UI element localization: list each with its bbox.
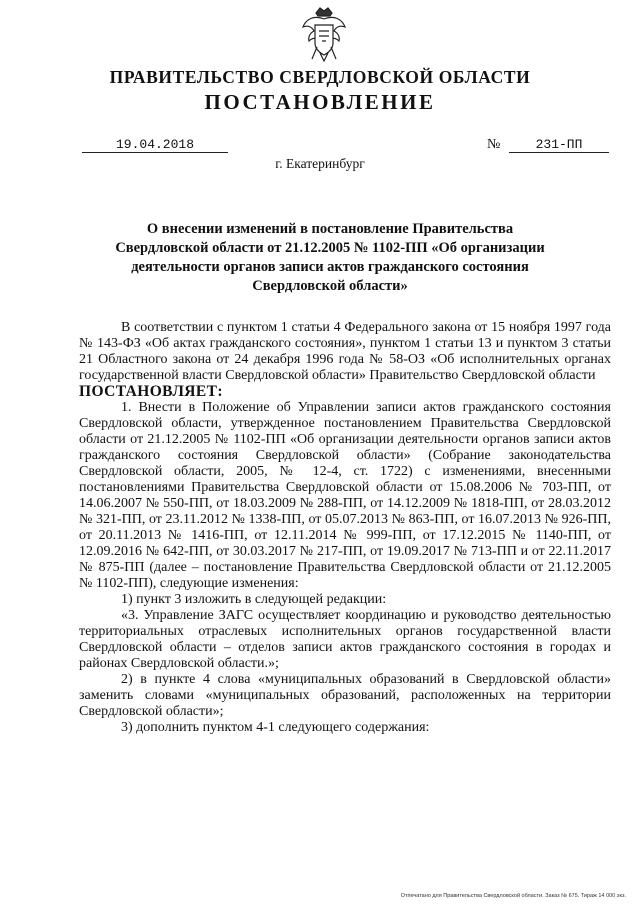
subitem-3-paragraph: 3) дополнить пунктом 4-1 следующего содержания: xyxy=(121,720,430,735)
print-note: Отпечатано для Правительства Свердловской области. Заказ № 675. Тираж 14 000 экз. xyxy=(400,893,626,899)
document-number: 231-ПП xyxy=(509,137,609,153)
subitem-1-paragraph: 1) пункт 3 изложить в следующей редакции: xyxy=(121,592,387,607)
decree-word: ПОСТАНОВЛЯЕТ: xyxy=(79,383,223,400)
document-title: О внесении изменений в постановление Правительства Свердловской области от 21.12.2005 № 1102-ПП «Об организации деятельности органов записи актов гражданского состояния Свердловской области» xyxy=(115,221,545,294)
preamble-paragraph: В соответствии с пунктом 1 статьи 4 Федерального закона от 15 ноября 1997 года № 143-ФЗ «Об актах гражданского состояния», пунктом 1 статьи 13 и пунктом 3 статьи 21 Областного закона от 24 декабря 1996 года № 58-ОЗ «Об исполнительных органах государственной власти Свердловской области» Правительство Свердловской области xyxy=(79,320,611,383)
document-date: 19.04.2018 xyxy=(82,137,228,153)
number-sign: № xyxy=(487,137,501,152)
subitem-2-paragraph: 2) в пункте 4 слова «муниципальных образований в Свердловской области» заменить словами «муниципальных образований, расположенных на территории Свердловской области»; xyxy=(79,672,611,719)
city: г. Екатеринбург xyxy=(275,156,365,171)
quote-1-paragraph: «3. Управление ЗАГС осуществляет координацию и руководство деятельностью территориальных отраслевых исполнительных органов государственной власти Свердловской области – отделов записи актов гражданского состояния в городах и районах Свердловской области.»; xyxy=(79,608,611,671)
organization-name: ПРАВИТЕЛЬСТВО СВЕРДЛОВСКОЙ ОБЛАСТИ xyxy=(109,67,531,87)
document-type: ПОСТАНОВЛЕНИЕ xyxy=(204,90,436,114)
document-body xyxy=(79,320,611,736)
item-1-paragraph: 1. Внести в Положение об Управлении записи актов гражданского состояния Свердловской области, утвержденное постановлением Правительства Свердловской области от 21.12.2005 № 1102-ПП «Об организации деятельности органов записи актов гражданского состояния Свердловской области» (Собрание законодательства Свердловской области, 2005, № 12-4, ст. 1722) с изменениями, внесенными постановлениями Правительства Свердловской области от 15.08.2006 № 703-ПП, от 14.06.2007 № 550-ПП, от 18.03.2009 № 288-ПП, от 14.12.2009 № 1818-ПП, от 28.03.2012 № 321-ПП, от 23.11.2012 № 1338-ПП, от 05.07.2013 № 863-ПП, от 16.07.2013 № 926-ПП, от 20.11.2013 № 1416-ПП, от 12.11.2014 № 999-ПП, от 17.12.2015 № 1140-ПП, от 12.09.2016 № 642-ПП, от 30.03.2017 № 217-ПП, от 19.09.2017 № 713-ПП и от 22.11.2017 № 875-ПП (далее – постановление Правительства Свердловской области от 21.12.2005 № 1102-ПП), следующие изменения: xyxy=(79,400,611,591)
coat-of-arms-icon xyxy=(300,5,348,65)
